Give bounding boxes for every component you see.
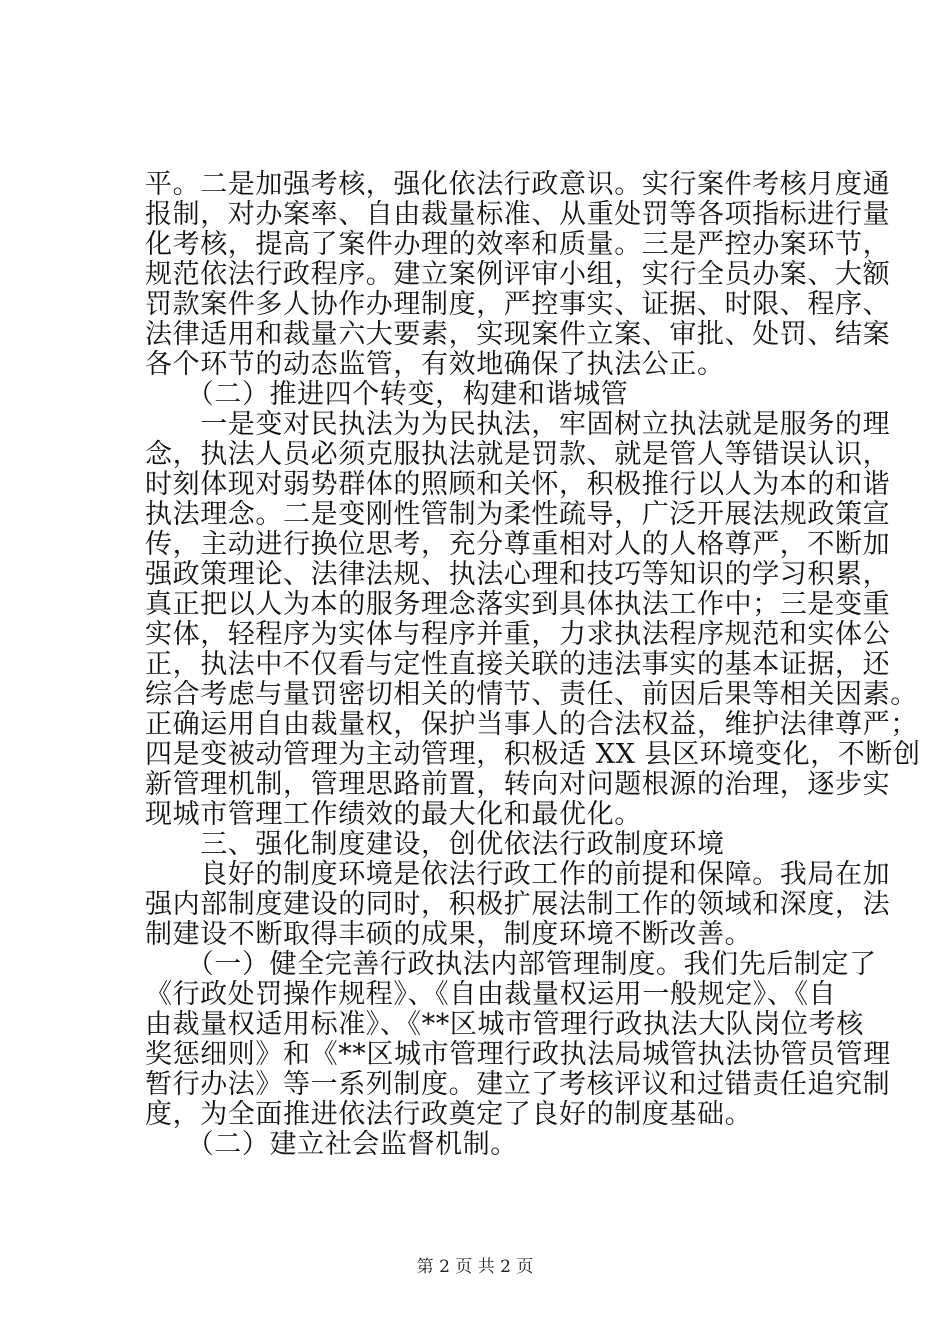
text-line: 制建设不断取得丰硕的成果，制度环境不断改善。 (145, 919, 753, 950)
text-line: 念，执法人员必须克服执法就是罚款、就是管人等错误认识， (145, 439, 891, 470)
text-line: 执法理念。二是变刚性管制为柔性疏导，广泛开展法规政策宣 (145, 499, 891, 530)
text-line: 真正把以人为本的服务理念落实到具体执法工作中；三是变重 (145, 589, 891, 620)
section-heading: 三、强化制度建设，创优依法行政制度环境 (145, 829, 725, 860)
text-line: 正，执法中不仅看与定性直接关联的违法事实的基本证据，还 (145, 649, 891, 680)
text-line: 由裁量权适用标准》、《**区城市管理行政执法大队岗位考核 (145, 1009, 864, 1040)
text-line: 一是变对民执法为为民执法，牢固树立执法就是服务的理 (145, 409, 891, 440)
text-line: 强内部制度建设的同时，积极扩展法制工作的领域和深度，法 (145, 889, 891, 920)
page-number-footer: 第 2 页 共 2 页 (416, 1257, 534, 1277)
text-line: 奖惩细则》和《**区城市管理行政执法局城管执法协管员管理 (145, 1039, 891, 1070)
section-heading: （二）推进四个转变，构建和谐城管 (145, 379, 629, 410)
text-line: 现城市管理工作绩效的最大化和最优化。 (145, 799, 642, 830)
text-line: 强政策理论、法律法规、执法心理和技巧等知识的学习积累， (145, 559, 891, 590)
text-line: 新管理机制，管理思路前置，转向对问题根源的治理，逐步实 (145, 769, 891, 800)
text-line: 平。二是加强考核，强化依法行政意识。实行案件考核月度通 (145, 169, 891, 200)
text-line: 四是变被动管理为主动管理，积极适 XX 县区环境变化，不断创 (145, 739, 921, 770)
document-body (145, 169, 921, 1160)
text-line: 实体，轻程序为实体与程序并重，力求执法程序规范和实体公 (145, 619, 891, 650)
text-line: 各个环节的动态监管，有效地确保了执法公正。 (145, 349, 725, 380)
text-line: 传，主动进行换位思考，充分尊重相对人的人格尊严，不断加 (145, 529, 891, 560)
text-line: 《行政处罚操作规程》、《自由裁量权运用一般规定》、《自 (145, 979, 837, 1010)
text-line: 化考核，提高了案件办理的效率和质量。三是严控办案环节， (145, 229, 891, 260)
text-line: 正确运用自由裁量权，保护当事人的合法权益，维护法律尊严； (145, 709, 918, 740)
text-line: 暂行办法》等一系列制度。建立了考核评议和过错责任追究制 (145, 1069, 891, 1100)
text-line: 度，为全面推进依法行政奠定了良好的制度基础。 (145, 1099, 753, 1130)
text-line: 规范依法行政程序。建立案例评审小组，实行全员办案、大额 (145, 259, 891, 290)
text-line: （一）健全完善行政执法内部管理制度。我们先后制定了 (145, 949, 877, 980)
text-line: 法律适用和裁量六大要素，实现案件立案、审批、处罚、结案 (145, 319, 891, 350)
text-line: 报制，对办案率、自由裁量标准、从重处罚等各项指标进行量 (145, 199, 891, 230)
text-line: 综合考虑与量罚密切相关的情节、责任、前因后果等相关因素。 (145, 679, 918, 710)
text-line: 罚款案件多人协作办理制度，严控事实、证据、时限、程序、 (145, 289, 891, 320)
section-heading: （二）建立社会监督机制。 (145, 1129, 518, 1160)
text-line: 良好的制度环境是依法行政工作的前提和保障。我局在加 (145, 859, 891, 890)
text-line: 时刻体现对弱势群体的照顾和关怀，积极推行以人为本的和谐 (145, 469, 891, 500)
